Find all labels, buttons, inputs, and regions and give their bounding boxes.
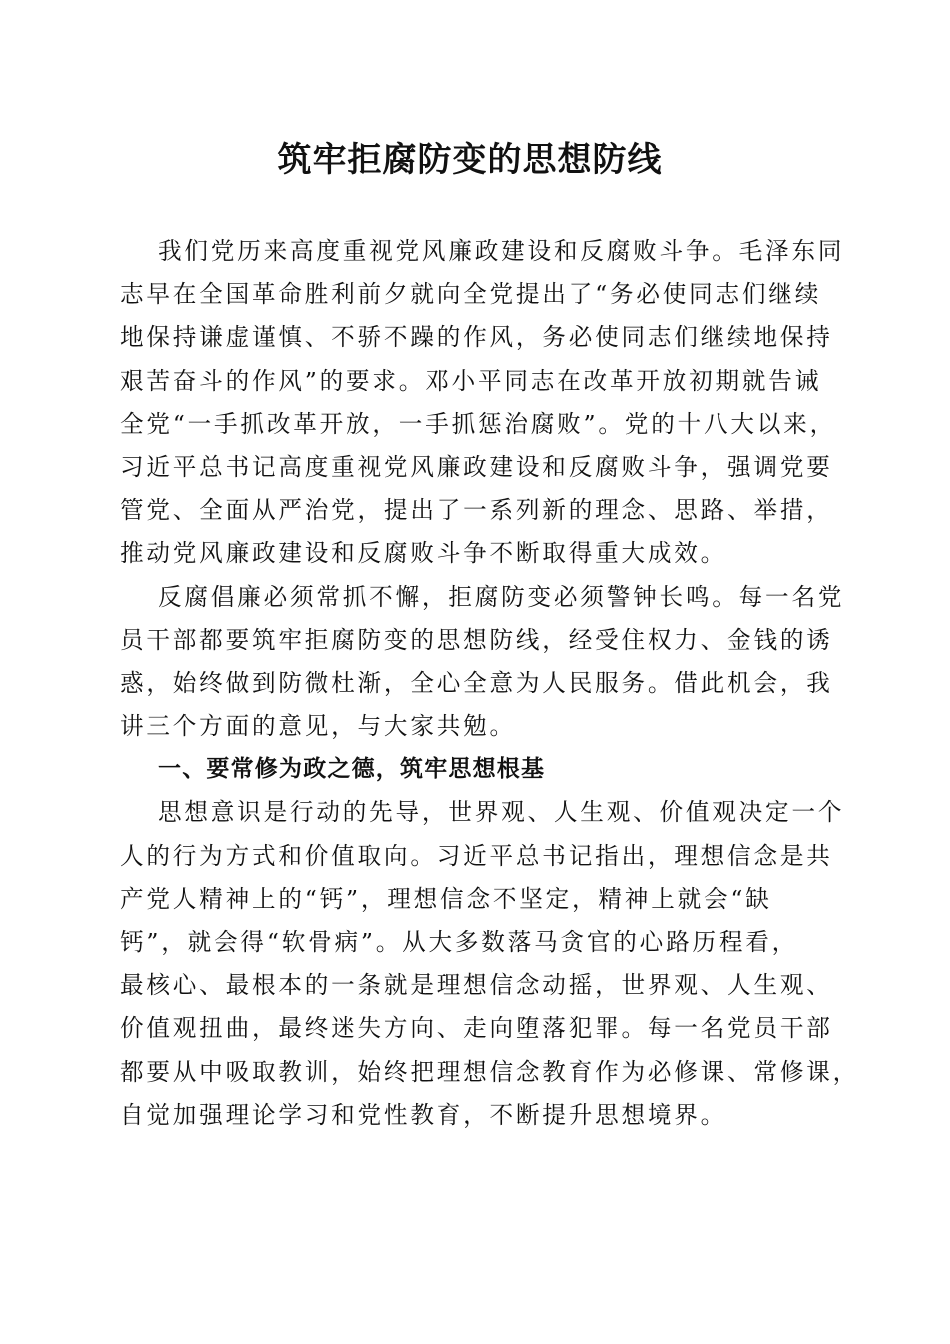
paragraph-line: 志早在全国革命胜利前夕就向全党提出了“务必使同志们继续 xyxy=(120,280,822,309)
paragraph-line: 最核心、最根本的一条就是理想信念动摇，世界观、人生观、 xyxy=(120,971,833,1000)
document-body xyxy=(120,230,860,1137)
paragraph-line: 产党人精神上的“钙”，理想信念不坚定，精神上就会“缺 xyxy=(120,884,772,913)
paragraph-line: 讲三个方面的意见，与大家共勉。 xyxy=(120,712,516,741)
paragraph-line: 习近平总书记高度重视党风廉政建设和反腐败斗争，强调党要 xyxy=(120,452,833,481)
paragraph-line: 自觉加强理论学习和党性教育，不断提升思想境界。 xyxy=(120,1100,728,1129)
paragraph-line: 我们党历来高度重视党风廉政建设和反腐败斗争。毛泽东同 xyxy=(158,237,845,265)
paragraph-line: 艰苦奋斗的作风”的要求。邓小平同志在改革开放初期就告诫 xyxy=(120,366,822,395)
paragraph-line: 管党、全面从严治党，提出了一系列新的理念、思路、举措， xyxy=(120,496,833,525)
paragraph-line: 全党“一手抓改革开放，一手抓惩治腐败”。党的十八大以来， xyxy=(120,409,836,438)
paragraph-line: 惑，始终做到防微杜渐，全心全意为人民服务。借此机会，我 xyxy=(120,668,833,697)
paragraph-line: 价值观扭曲，最终迷失方向、走向堕落犯罪。每一名党员干部 xyxy=(120,1014,833,1043)
paragraph-line: 地保持谦虚谨慎、不骄不躁的作风，务必使同志们继续地保持 xyxy=(120,323,833,352)
section-heading: 一、要常修为政之德，筑牢思想根基 xyxy=(158,756,546,783)
document-title: 筑牢拒腐防变的思想防线 xyxy=(277,140,663,180)
paragraph-line: 人的行为方式和价值取向。习近平总书记指出，理想信念是共 xyxy=(120,841,833,870)
paragraph-line: 钙”，就会得“软骨病”。从大多数落马贪官的心路历程看， xyxy=(120,928,799,956)
paragraph-line: 员干部都要筑牢拒腐防变的思想防线，经受住权力、金钱的诱 xyxy=(120,625,833,654)
paragraph-line: 反腐倡廉必须常抓不懈，拒腐防变必须警钟长鸣。每一名党 xyxy=(158,582,845,611)
paragraph-line: 思想意识是行动的先导，世界观、人生观、价值观决定一个 xyxy=(158,798,845,827)
paragraph-line: 推动党风廉政建设和反腐败斗争不断取得重大成效。 xyxy=(120,539,728,568)
paragraph-line: 都要从中吸取教训，始终把理想信念教育作为必修课、常修课， xyxy=(120,1057,860,1086)
